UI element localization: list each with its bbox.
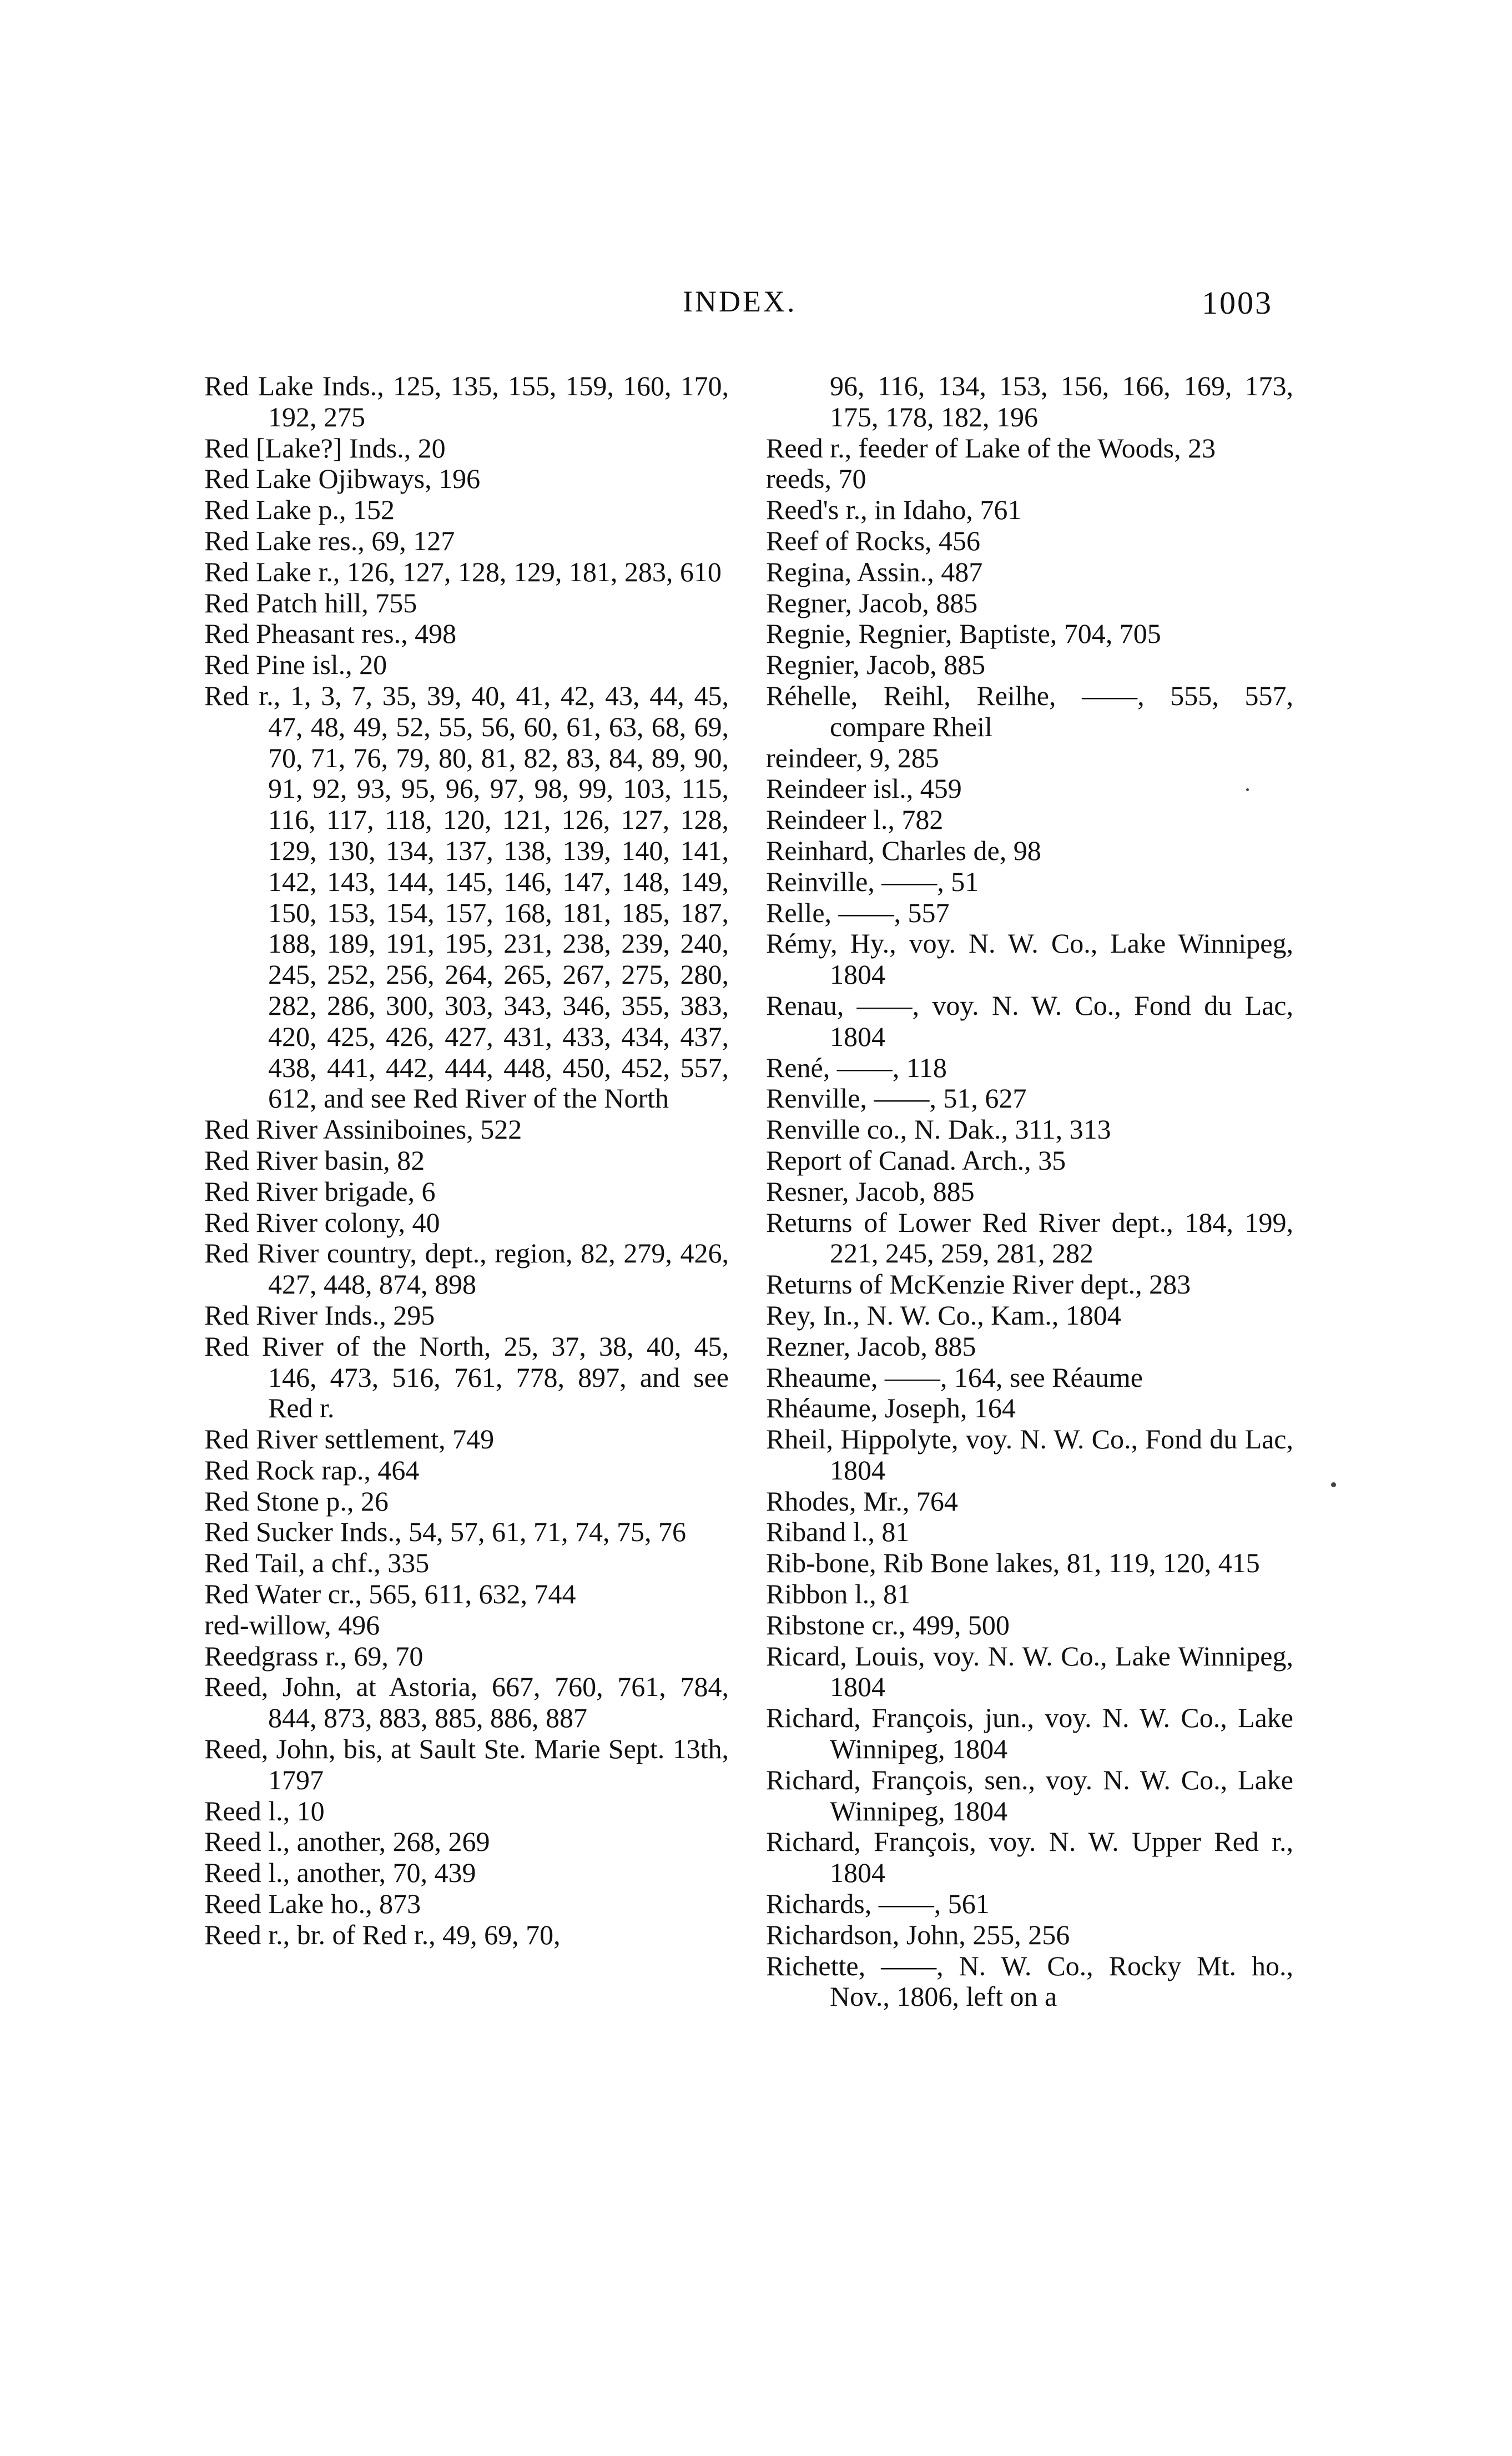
index-entry: reindeer, 9, 285 <box>766 742 939 773</box>
index-column-right <box>766 371 1293 2012</box>
index-entry: Rhodes, Mr., 764 <box>766 1485 958 1517</box>
index-entry: Red [Lake?] Inds., 20 <box>204 432 446 464</box>
page-header <box>0 284 1512 329</box>
index-entry: Red Tail, a chf., 335 <box>204 1547 430 1579</box>
index-entry: Richard, François, jun., voy. N. W. Co., Lake Winnipeg, 1804 <box>766 1702 1293 1765</box>
index-entry: Réhelle, Reihl, Reilhe, ——, 555, 557, compare Rheil <box>766 680 1293 742</box>
index-column-left <box>204 371 729 1951</box>
index-entry: Red Pheasant res., 498 <box>204 618 457 650</box>
index-entry: Reed r., br. of Red r., 49, 69, 70, <box>204 1919 561 1950</box>
index-entry: Red River of the North, 25, 37, 38, 40, 45, 146, 473, 516, 761, 778, 897, and see Red r. <box>204 1330 729 1424</box>
index-entry: Regner, Jacob, 885 <box>766 587 978 618</box>
index-entry: Red Lake Inds., 125, 135, 155, 159, 160, 170, 192, 275 <box>204 370 729 432</box>
continued-entry: 96, 116, 134, 153, 156, 166, 169, 173, 175, 178, 182, 196 <box>830 370 1293 432</box>
index-entry: Rib-bone, Rib Bone lakes, 81, 119, 120, 415 <box>766 1547 1260 1579</box>
index-entry: Regnier, Jacob, 885 <box>766 649 986 681</box>
stray-dot <box>1331 1482 1336 1487</box>
index-entry: Red r., 1, 3, 7, 35, 39, 40, 41, 42, 43, 44, 45, 47, 48, 49, 52, 55, 56, 60, 61, 63, 68, 69, 70, 71, 76, 79, 80, 81, 82, 83, 84, 89, 90, 91, 92, 93, 95, 96, 97, 98, 99, 103, 115, 116, 117, 118, 120, 121, 126, 127, 128, 129, 130, 134, 137, 138, 139, 140, 141, 142, 143, 144, 145, 146, 147, 148, 149, 150, 153, 154, 157, 168, 181, 185, 187, 188, 189, 191, 195, 231, 238, 239, 240, 245, 252, 256, 264, 265, 267, 275, 280, 282, 286, 300, 303, 343, 346, 355, 383, 420, 425, 426, 427, 431, 433, 434, 437, 438, 441, 442, 444, 448, 450, 452, 557, 612, and see Red River of the North <box>204 680 729 1114</box>
index-entry: Rheaume, ——, 164, see Réaume <box>766 1361 1143 1393</box>
index-entry: Red Lake Ojibways, 196 <box>204 463 481 495</box>
index-entry: Regina, Assin., 487 <box>766 556 983 587</box>
index-entry: red-willow, 496 <box>204 1609 380 1640</box>
index-entry: Richardson, John, 255, 256 <box>766 1919 1070 1950</box>
index-entry: Reed, John, at Astoria, 667, 760, 761, 784, 844, 873, 883, 885, 886, 887 <box>204 1671 729 1734</box>
index-entry: Richard, François, voy. N. W. Upper Red r., 1804 <box>766 1826 1293 1889</box>
index-entry: Reindeer isl., 459 <box>766 773 962 804</box>
index-entry: Richette, ——, N. W. Co., Rocky Mt. ho., Nov., 1806, left on a <box>766 1950 1293 2012</box>
index-entry: Richards, ——, 561 <box>766 1888 990 1920</box>
index-entry: Red River brigade, 6 <box>204 1175 436 1207</box>
index-entry: Riband l., 81 <box>766 1516 910 1548</box>
running-title: INDEX. <box>683 285 797 318</box>
index-entry: Red Lake res., 69, 127 <box>204 525 455 556</box>
index-entry: René, ——, 118 <box>766 1051 947 1083</box>
index-entry: Relle, ——, 557 <box>766 897 950 928</box>
index-entry: Rhéaume, Joseph, 164 <box>766 1392 1016 1424</box>
index-entry: Renau, ——, voy. N. W. Co., Fond du Lac, 1804 <box>766 989 1293 1052</box>
index-entry: Red Rock rap., 464 <box>204 1454 420 1486</box>
index-entry: Red River Inds., 295 <box>204 1299 435 1331</box>
index-entry: Returns of McKenzie River dept., 283 <box>766 1269 1191 1300</box>
index-entry: Returns of Lower Red River dept., 184, 199, 221, 245, 259, 281, 282 <box>766 1206 1293 1269</box>
index-entry: Red River basin, 82 <box>204 1144 425 1176</box>
index-entry: reeds, 70 <box>766 463 866 495</box>
index-entry: Reed l., another, 70, 439 <box>204 1857 476 1889</box>
index-entry: Ribstone cr., 499, 500 <box>766 1609 1010 1640</box>
index-entry: Red Sucker Inds., 54, 57, 61, 71, 74, 75, 76 <box>204 1516 686 1548</box>
index-entry: Richard, François, sen., voy. N. W. Co., Lake Winnipeg, 1804 <box>766 1764 1293 1826</box>
index-entry: Reed Lake ho., 873 <box>204 1888 421 1920</box>
index-entry: Red River Assiniboines, 522 <box>204 1114 522 1145</box>
index-entry: Reedgrass r., 69, 70 <box>204 1640 424 1672</box>
index-entry: Reef of Rocks, 456 <box>766 525 981 556</box>
index-entry: Reed l., another, 268, 269 <box>204 1826 490 1858</box>
index-entry: Reed l., 10 <box>204 1795 325 1826</box>
index-entry: Rey, In., N. W. Co., Kam., 1804 <box>766 1299 1121 1331</box>
page-number: 1003 <box>1202 285 1273 321</box>
index-entry: Renville, ——, 51, 627 <box>766 1083 1027 1114</box>
index-entry: Reindeer l., 782 <box>766 804 944 836</box>
index-entry: Red River colony, 40 <box>204 1206 440 1238</box>
index-entry: Red Pine isl., 20 <box>204 649 387 681</box>
index-entry: Reed's r., in Idaho, 761 <box>766 494 1022 526</box>
index-entry: Reed r., feeder of Lake of the Woods, 23 <box>766 432 1216 464</box>
index-entry: Red Water cr., 565, 611, 632, 744 <box>204 1578 576 1610</box>
index-entry: Reinville, ——, 51 <box>766 865 979 897</box>
index-entry: Rémy, Hy., voy. N. W. Co., Lake Winnipeg, 1804 <box>766 928 1293 990</box>
index-entry: Resner, Jacob, 885 <box>766 1175 975 1207</box>
index-entry: Red River settlement, 749 <box>204 1423 495 1455</box>
index-entry: Rezner, Jacob, 885 <box>766 1330 976 1362</box>
index-entry: Red Patch hill, 755 <box>204 587 417 618</box>
index-entry: Rheil, Hippolyte, voy. N. W. Co., Fond du Lac, 1804 <box>766 1423 1293 1486</box>
index-entry: Red Stone p., 26 <box>204 1485 389 1517</box>
index-entry: Reinhard, Charles de, 98 <box>766 834 1041 866</box>
index-entry: Regnie, Regnier, Baptiste, 704, 705 <box>766 618 1161 650</box>
index-entry: Renville co., N. Dak., 311, 313 <box>766 1114 1111 1145</box>
index-entry: Ricard, Louis, voy. N. W. Co., Lake Winnipeg, 1804 <box>766 1640 1293 1703</box>
index-entry: Ribbon l., 81 <box>766 1578 911 1610</box>
index-entry: Red River country, dept., region, 82, 279, 426, 427, 448, 874, 898 <box>204 1237 729 1300</box>
stray-dot <box>1246 788 1249 791</box>
index-entry: Red Lake r., 126, 127, 128, 129, 181, 283, 610 <box>204 556 722 587</box>
index-entry: Red Lake p., 152 <box>204 494 395 526</box>
index-entry: Reed, John, bis, at Sault Ste. Marie Sept. 13th, 1797 <box>204 1733 729 1795</box>
index-entry: Report of Canad. Arch., 35 <box>766 1144 1066 1176</box>
